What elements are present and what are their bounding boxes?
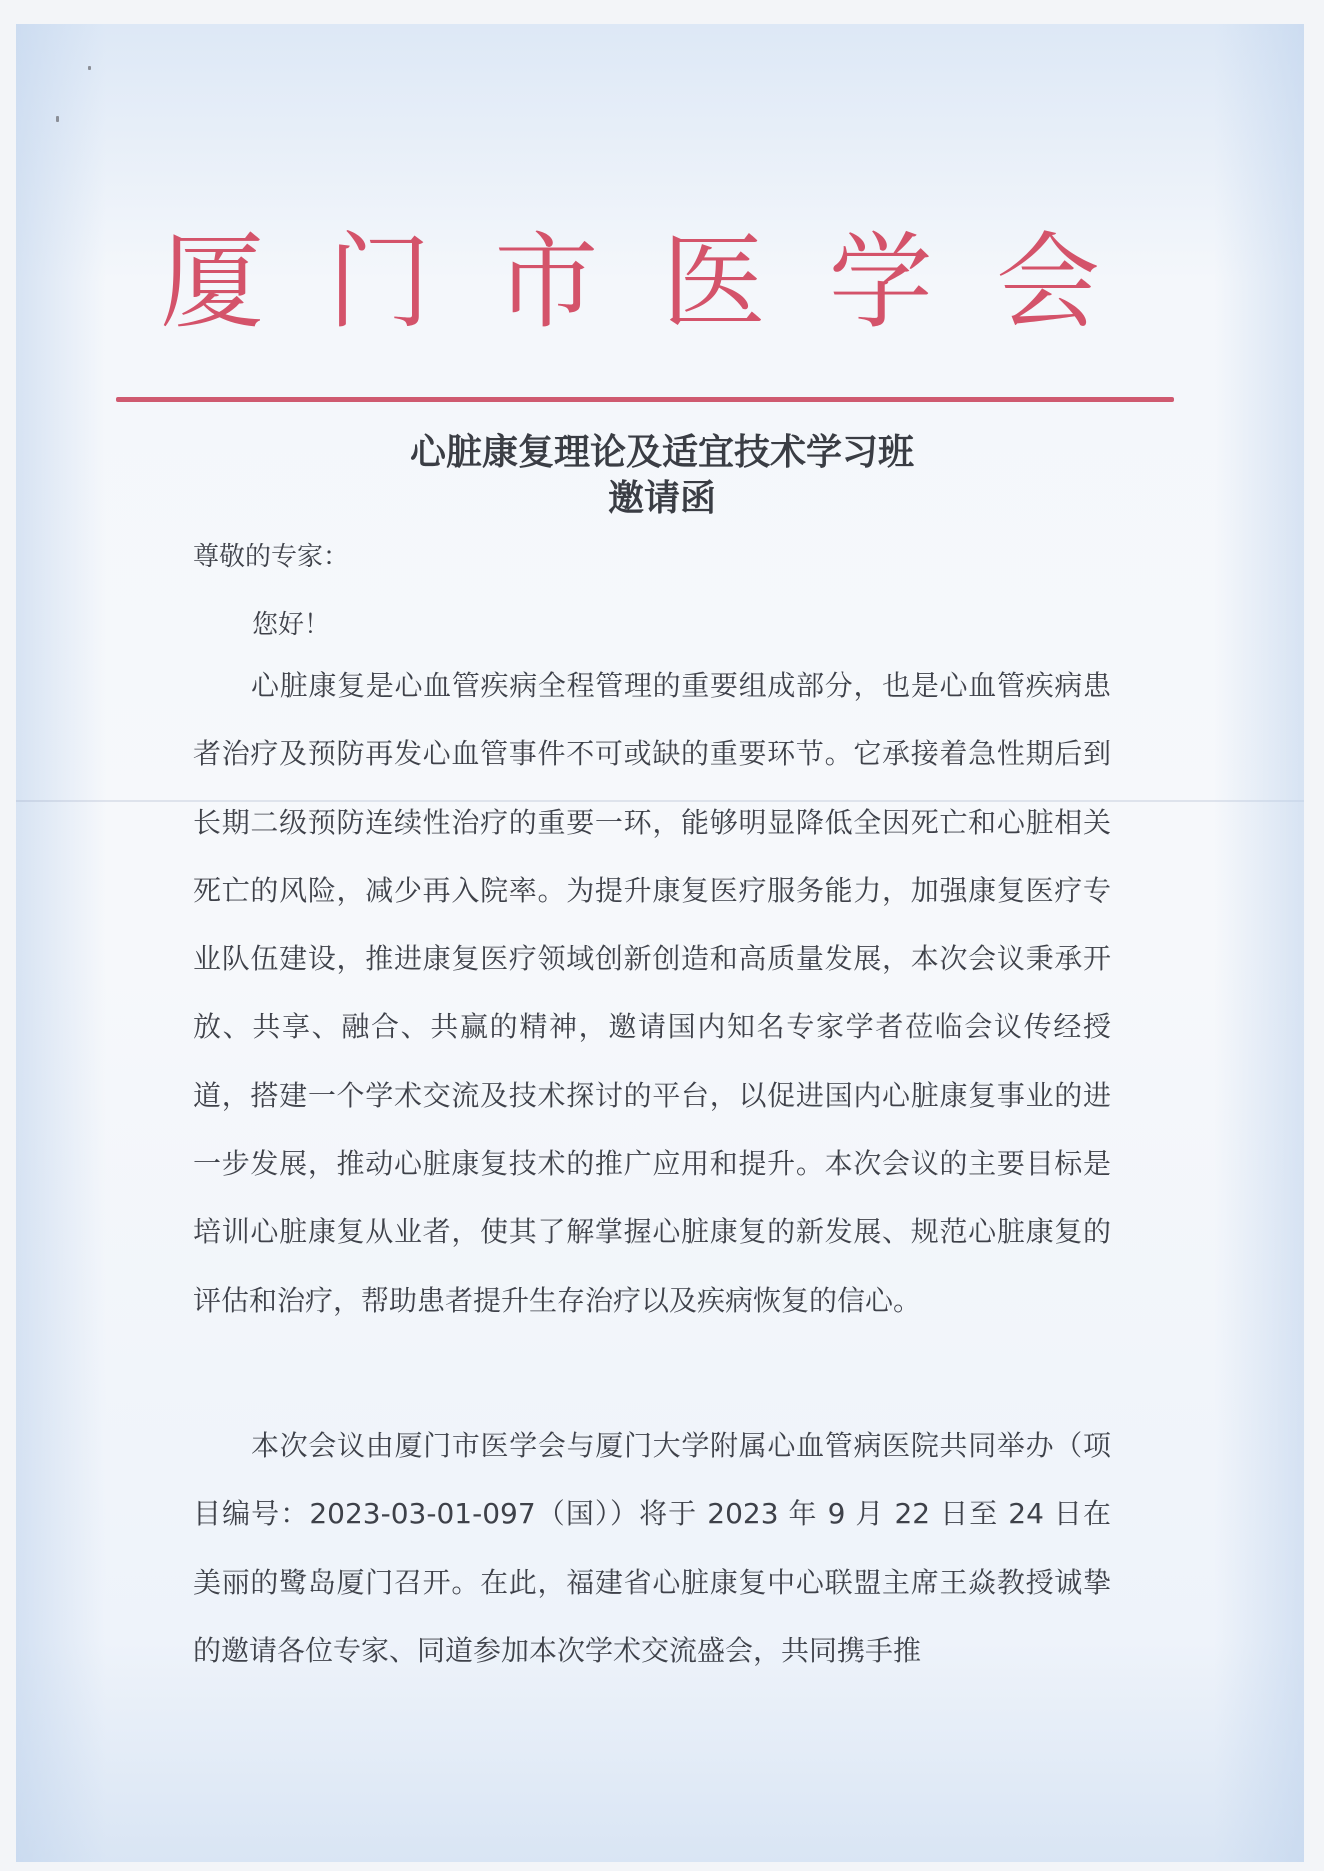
document-title: 心脏康复理论及适宜技术学习班 [409,432,914,473]
greeting: 您好！ [252,610,331,640]
document-subtitle: 邀请函 [607,478,716,519]
letterhead-char: 门 [327,221,432,343]
letterhead-char: 厦 [160,221,265,343]
salutation: 尊敬的专家： [193,542,350,572]
letterhead-char: 会 [995,221,1100,343]
scan-speck [56,116,59,122]
body-paragraph: 心脏康复是心血管疾病全程管理的重要组成部分，也是心血管疾病患者治疗及预防再发心血管事件不可或缺的重要环节。它承接着急性期后到长期二级预防连续性治疗的重要一环，能够明显降低全因死亡和心脏相关死亡的风险，减少再入院率。为提升康复医疗服务能力，加强康复医疗专业队伍建设，推进康复医疗领域创新创造和高质量发展，本次会议秉承开放、共享、融合、共赢的精神，邀请国内知名专家学者莅临会议传经授道，搭建一个学术交流及技术探讨的平台，以促进国内心脏康复事业的进一步发展，推动心脏康复技术的推广应用和提升。本次会议的主要目标是培训心脏康复从业者，使其了解掌握心脏康复的新发展、规范心脏康复的评估和治疗，帮助患者提升生存治疗以及疾病恢复的信心。 [193,669,1111,1317]
letterhead-divider [116,397,1174,402]
scan-speck [88,66,91,70]
letterhead-char: 市 [494,221,599,343]
letterhead-org-name [160,222,1100,342]
letterhead-char: 医 [661,221,766,343]
letterhead-char: 学 [828,221,933,343]
body-paragraph: 本次会议由厦门市医学会与厦门大学附属心血管病医院共同举办（项目编号：2023-03-01-097（国））将于 2023 年 9 月 22 日至 24 日在美丽的鹭岛厦门召开。在此，福建省心脏康复中心联盟主席王焱教授诚挚的邀请各位专家、同道参加本次学术交流盛会，共同携手推 [193,1429,1111,1667]
